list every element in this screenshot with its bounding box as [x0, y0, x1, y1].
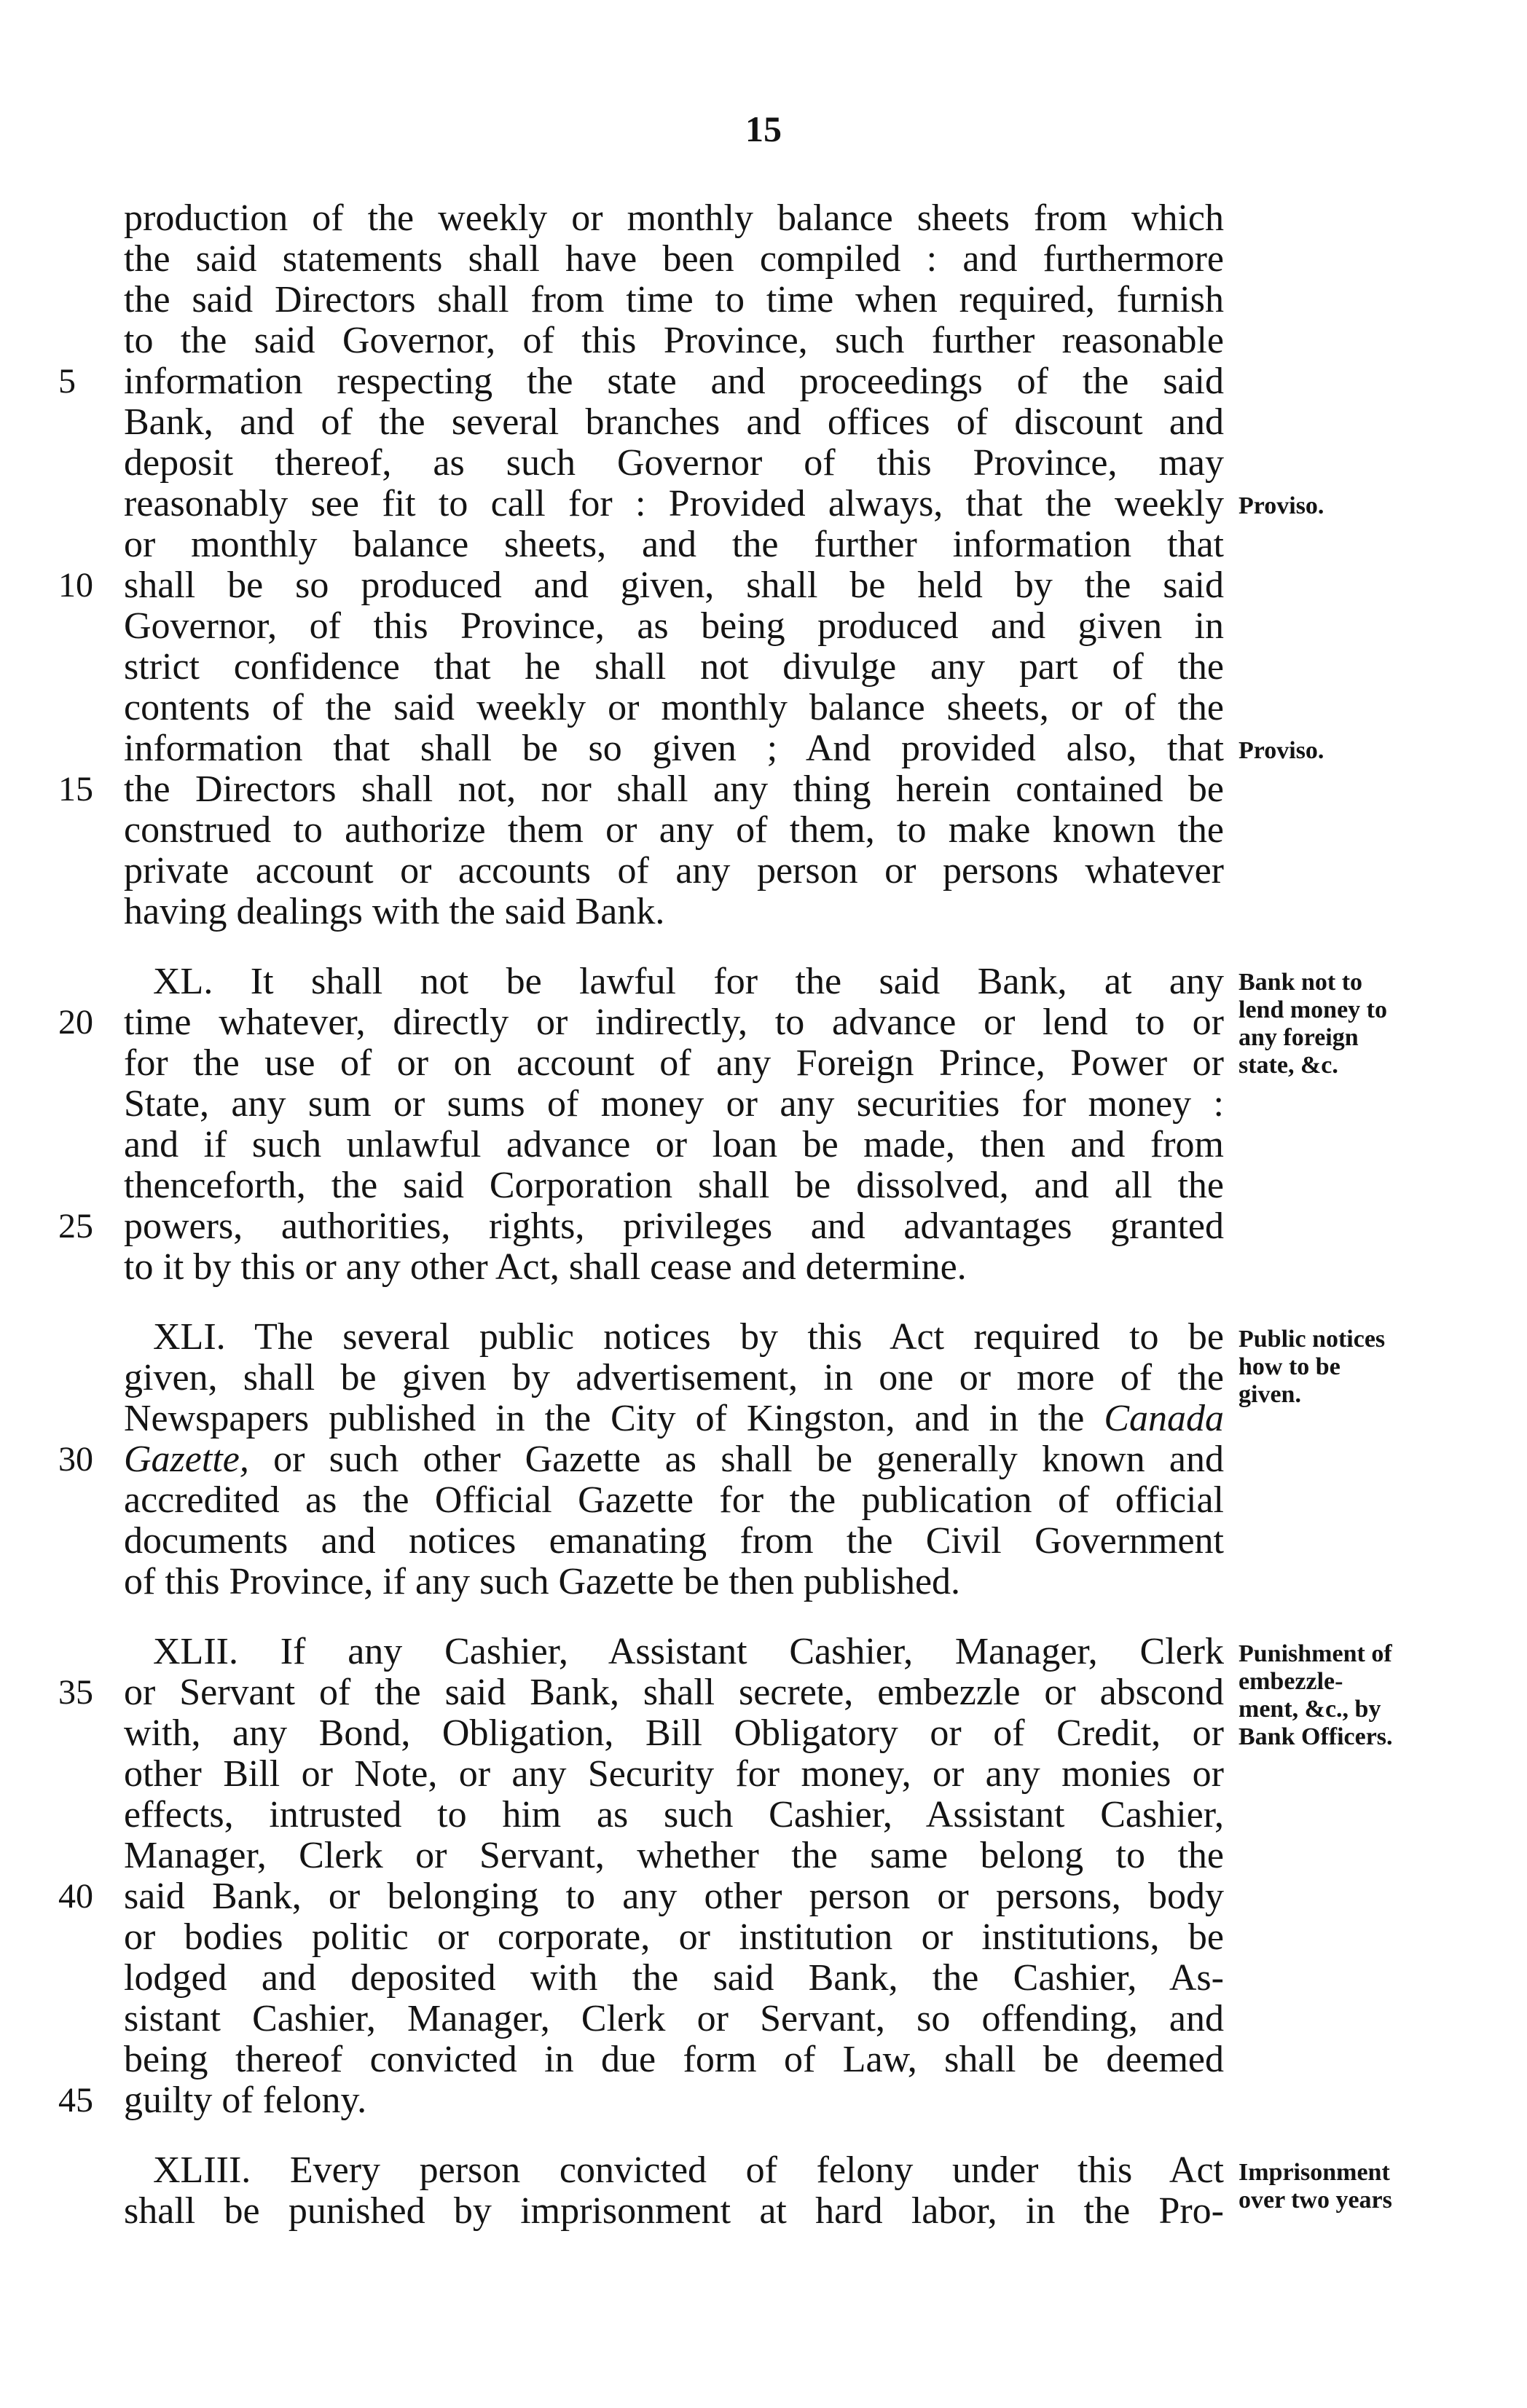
- margin-note-line: over two years: [1239, 2187, 1392, 2214]
- text-line: other Bill or Note, or any Security for money, or any monies or: [124, 1753, 1224, 1795]
- margin-note-line: Proviso.: [1239, 737, 1324, 764]
- text-line: Bank, and of the several branches and offices of discount and: [124, 401, 1224, 443]
- text-line: and if such unlawful advance or loan be made, then and from: [124, 1124, 1224, 1165]
- text-line: documents and notices emanating from the Civil Government: [124, 1520, 1224, 1562]
- text-line: being thereof convicted in due form of Law, shall be deemed: [124, 2039, 1224, 2080]
- text-line: given, shall be given by advertisement, in one or more of the: [124, 1357, 1224, 1398]
- margin-note-line: embezzle-: [1239, 1668, 1343, 1695]
- text-line: having dealings with the said Bank.: [124, 891, 665, 932]
- line-number: 5: [58, 362, 76, 401]
- text-line: thenceforth, the said Corporation shall be dissolved, and all the: [124, 1165, 1224, 1206]
- text-line: powers, authorities, rights, privileges and advantages granted: [124, 1205, 1224, 1247]
- text-line: for the use of or on account of any Foreign Prince, Power or: [124, 1042, 1224, 1084]
- margin-note-line: Proviso.: [1239, 492, 1324, 519]
- text-line: contents of the said weekly or monthly balance sheets, or of the: [124, 687, 1224, 728]
- text-line: or bodies politic or corporate, or institution or institutions, be: [124, 1916, 1224, 1958]
- text-line: XL. It shall not be lawful for the said Bank, at any: [153, 961, 1224, 1002]
- line-number: 25: [58, 1207, 93, 1246]
- text-line: lodged and deposited with the said Bank, the Cashier, As-: [124, 1957, 1224, 1999]
- margin-note-line: Bank Officers.: [1239, 1723, 1393, 1750]
- text-line: or monthly balance sheets, and the further information that: [124, 524, 1224, 565]
- text-line: to it by this or any other Act, shall cease and determine.: [124, 1246, 967, 1288]
- text-line: XLII. If any Cashier, Assistant Cashier, Manager, Clerk: [153, 1631, 1224, 1672]
- margin-note-line: Punishment of: [1239, 1640, 1392, 1667]
- margin-note: [1239, 492, 1501, 520]
- text-line: construed to authorize them or any of them, to make known the: [124, 809, 1224, 851]
- text-line: Manager, Clerk or Servant, whether the same belong to the: [124, 1835, 1224, 1876]
- line-number: 15: [58, 770, 93, 808]
- page-number: 15: [745, 109, 782, 149]
- text-line: deposit thereof, as such Governor of this Province, may: [124, 442, 1224, 484]
- margin-note: [1239, 1640, 1501, 1751]
- text-line: XLI. The several public notices by this Act required to be: [153, 1316, 1224, 1358]
- text-line: Governor, of this Province, as being produced and given in: [124, 605, 1224, 647]
- text-line: guilty of felony.: [124, 2080, 367, 2121]
- margin-note-line: given.: [1239, 1381, 1301, 1408]
- text-line: State, any sum or sums of money or any securities for money :: [124, 1083, 1224, 1125]
- text-line: information that shall be so given ; And provided also, that: [124, 728, 1224, 769]
- text-line: the Directors shall not, nor shall any thing herein contained be: [124, 768, 1224, 810]
- margin-note: [1239, 1326, 1501, 1409]
- text-line: or Servant of the said Bank, shall secrete, embezzle or abscond: [124, 1672, 1224, 1713]
- text-line: strict confidence that he shall not divulge any part of the: [124, 646, 1224, 688]
- margin-note-line: Imprisonment: [1239, 2159, 1390, 2186]
- text-line: shall be so produced and given, shall be held by the said: [124, 564, 1224, 606]
- text-line: information respecting the state and proceedings of the said: [124, 361, 1224, 402]
- margin-note: [1239, 737, 1501, 765]
- line-number: 35: [58, 1673, 93, 1712]
- text-line: time whatever, directly or indirectly, to advance or lend to or: [124, 1002, 1224, 1043]
- margin-note-line: Bank not to: [1239, 969, 1363, 996]
- margin-note: [1239, 969, 1501, 1079]
- text-line: the said Directors shall from time to time when required, furnish: [124, 279, 1224, 320]
- text-line: sistant Cashier, Manager, Clerk or Servant, so offending, and: [124, 1998, 1224, 2039]
- line-number: 10: [58, 566, 93, 605]
- text-line: Gazette, or such other Gazette as shall be generally known and: [124, 1439, 1224, 1480]
- text-line: Newspapers published in the City of Kingston, and in the Canada: [124, 1398, 1224, 1439]
- margin-note-line: ment, &c., by: [1239, 1696, 1381, 1723]
- text-line: with, any Bond, Obligation, Bill Obligatory or of Credit, or: [124, 1712, 1224, 1754]
- text-line: shall be punished by imprisonment at hard labor, in the Pro-: [124, 2190, 1224, 2232]
- margin-note-line: lend money to: [1239, 996, 1387, 1023]
- text-line: to the said Governor, of this Province, such further reasonable: [124, 320, 1224, 361]
- line-number: 45: [58, 2081, 93, 2120]
- margin-note-line: Public notices: [1239, 1326, 1386, 1353]
- text-line: private account or accounts of any person or persons whatever: [124, 850, 1224, 892]
- line-number: 20: [58, 1003, 93, 1042]
- text-line: production of the weekly or monthly balance sheets from which: [124, 197, 1224, 239]
- text-line: reasonably see fit to call for : Provided always, that the weekly: [124, 483, 1224, 524]
- margin-note-line: state, &c.: [1239, 1052, 1338, 1079]
- margin-note-line: any foreign: [1239, 1024, 1359, 1051]
- text-line: the said statements shall have been compiled : and furthermore: [124, 238, 1224, 280]
- text-line: said Bank, or belonging to any other person or persons, body: [124, 1876, 1224, 1917]
- margin-note-line: how to be: [1239, 1353, 1340, 1380]
- text-line: accredited as the Official Gazette for the publication of official: [124, 1479, 1224, 1521]
- line-number: 40: [58, 1877, 93, 1916]
- text-line: XLIII. Every person convicted of felony under this Act: [153, 2149, 1224, 2191]
- text-line: of this Province, if any such Gazette be then published.: [124, 1561, 961, 1602]
- line-number: 30: [58, 1440, 93, 1479]
- text-line: effects, intrusted to him as such Cashier, Assistant Cashier,: [124, 1794, 1224, 1835]
- margin-note: [1239, 2159, 1501, 2214]
